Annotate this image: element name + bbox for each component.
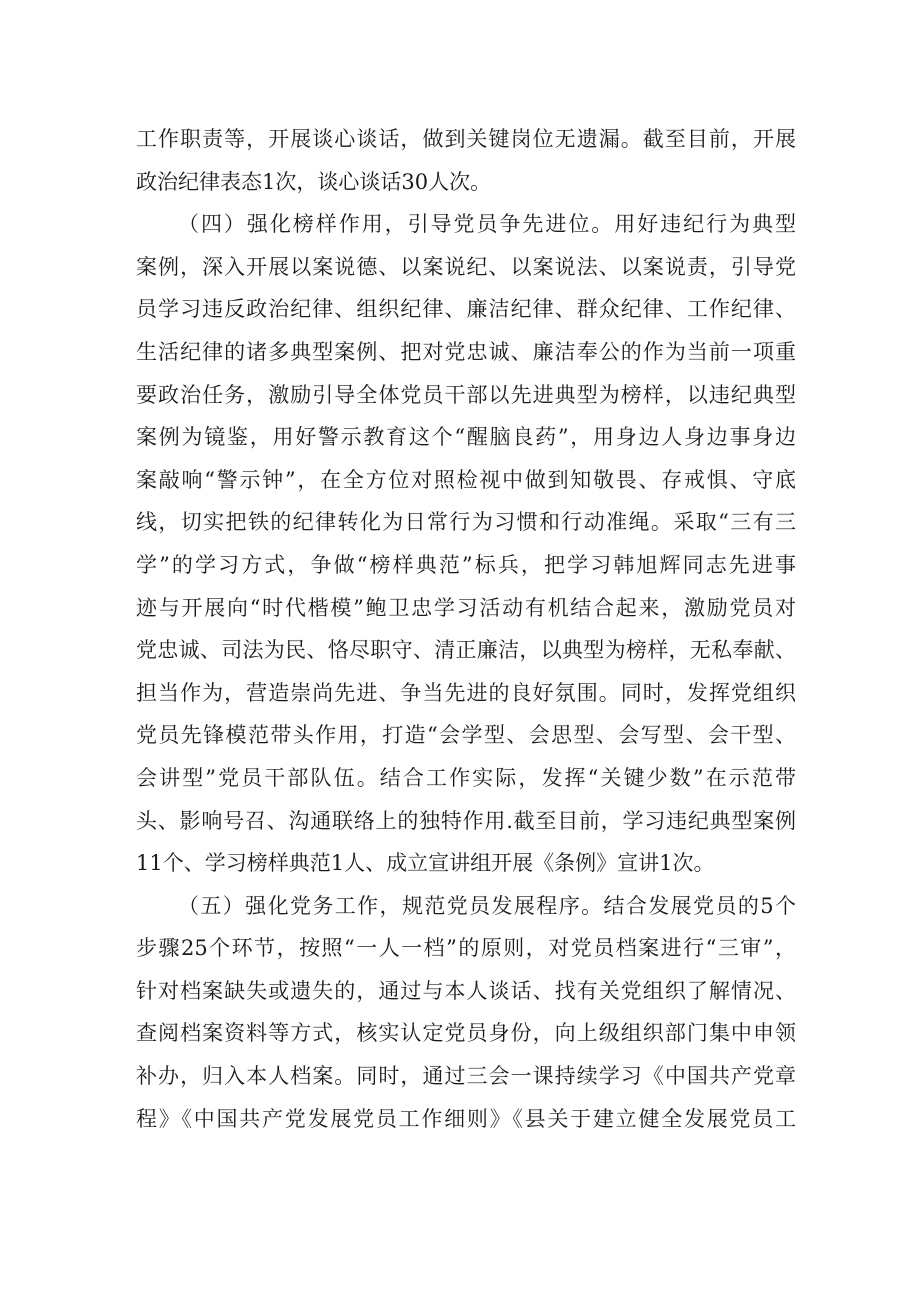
text-line: 要政治任务，激励引导全体党员干部以先进典型为榜样，以违纪典型	[136, 382, 796, 407]
text-line: 案例为镜鉴，用好警示教育这个“醒脑良药”，用身边人身边事身边	[136, 425, 796, 450]
text-line: 会讲型”党员干部队伍。结合工作实际，发挥“关键少数”在示范带	[136, 765, 796, 790]
text-line: 补办，归入本人档案。同时，通过三会一课持续学习《中国共产党章	[136, 1064, 796, 1089]
text-line: 案敲响“警示钟”，在全方位对照检视中做到知敬畏、存戒惧、守底	[136, 467, 796, 492]
text-line: 线，切实把铁的纪律转化为日常行为习惯和行动准绳。采取“三有三	[136, 510, 796, 535]
text-line: 案例，深入开展以案说德、以案说纪、以案说法、以案说责，引导党	[136, 254, 796, 279]
paragraph-heading-4: （四）强化榜样作用，引导党员争先进位。用好违纪行为典型	[178, 212, 796, 237]
text-line: 生活纪律的诸多典型案例、把对党忠诚、廉洁奉公的作为当前一项重	[136, 339, 796, 364]
text-line: 党员先锋模范带头作用，打造“会学型、会思型、会写型、会干型、	[136, 723, 796, 748]
paragraph-heading-5: （五）强化党务工作，规范党员发展程序。结合发展党员的5个	[178, 893, 796, 918]
text-line: 针对档案缺失或遗失的，通过与本人谈话、找有关党组织了解情况、	[136, 978, 796, 1003]
text-line: 步骤25个环节，按照“一人一档”的原则，对党员档案进行“三审”，	[136, 936, 796, 961]
text-line: 查阅档案资料等方式，核实认定党员身份，向上级组织部门集中申领	[136, 1021, 796, 1046]
text-line: 政治纪律表态1次，谈心谈话30人次。	[136, 169, 492, 194]
document-body	[136, 118, 796, 1140]
text-line: 担当作为，营造崇尚先进、争当先进的良好氛围。同时，发挥党组织	[136, 680, 796, 705]
text-line: 11个、学习榜样典范1人、成立宣讲组开展《条例》宣讲1次。	[136, 851, 715, 876]
text-line: 头、影响号召、沟通联络上的独特作用.截至目前，学习违纪典型案例	[136, 808, 796, 833]
text-line: 党忠诚、司法为民、恪尽职守、清正廉洁，以典型为榜样，无私奉献、	[136, 638, 796, 663]
text-line: 程》《中国共产党发展党员工作细则》《县关于建立健全发展党员工	[136, 1106, 796, 1131]
text-line: 迹与开展向“时代楷模”鲍卫忠学习活动有机结合起来，激励党员对	[136, 595, 796, 620]
text-line: 工作职责等，开展谈心谈话，做到关键岗位无遗漏。截至目前，开展	[136, 127, 796, 151]
text-line: 学”的学习方式，争做“榜样典范”标兵，把学习韩旭辉同志先进事	[136, 552, 796, 577]
text-line: 员学习违反政治纪律、组织纪律、廉洁纪律、群众纪律、工作纪律、	[136, 297, 796, 322]
